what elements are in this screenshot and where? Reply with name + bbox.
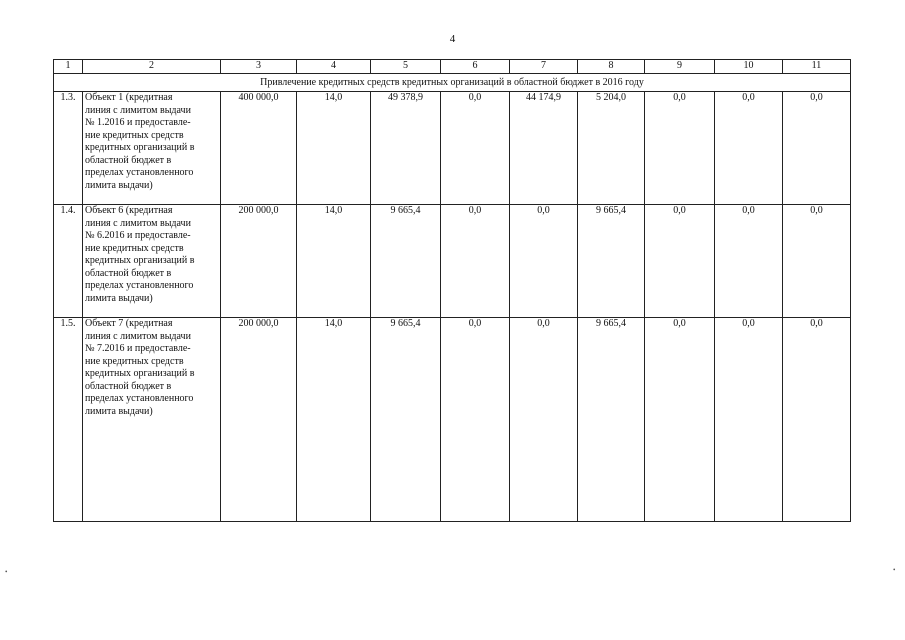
row-name-line: пределах установленного [85, 280, 194, 291]
table-row [54, 92, 851, 205]
row-name-line: Объект 1 (кредитная [85, 92, 173, 103]
cell-value: 0,0 [510, 318, 578, 522]
row-name [83, 318, 221, 522]
cell-value: 0,0 [783, 318, 851, 522]
budget-table [53, 59, 851, 522]
cell-value: 14,0 [297, 92, 371, 205]
cell-value: 9 665,4 [371, 205, 441, 318]
row-name-line: пределах установленного [85, 167, 194, 178]
cell-value: 0,0 [715, 205, 783, 318]
row-name-line: лимита выдачи) [85, 179, 153, 191]
row-name [83, 205, 221, 318]
column-header: 5 [371, 60, 441, 74]
cell-value: 9 665,4 [371, 318, 441, 522]
cell-value: 200 000,0 [221, 205, 297, 318]
cell-value: 0,0 [441, 318, 510, 522]
cell-value: 5 204,0 [578, 92, 645, 205]
column-header: 7 [510, 60, 578, 74]
row-name-line: лимита выдачи) [85, 292, 153, 304]
cell-value: 0,0 [783, 205, 851, 318]
column-header: 11 [783, 60, 851, 74]
column-header: 10 [715, 60, 783, 74]
cell-value: 0,0 [715, 92, 783, 205]
row-name-line: областной бюджет в [85, 154, 172, 166]
table-row [54, 318, 851, 522]
column-header: 6 [441, 60, 510, 74]
cell-value: 0,0 [510, 205, 578, 318]
row-number: 1.3. [54, 92, 83, 205]
row-name-line: лимита выдачи) [85, 405, 153, 417]
column-header: 4 [297, 60, 371, 74]
column-header: 8 [578, 60, 645, 74]
cell-value: 0,0 [783, 92, 851, 205]
row-name-line: № 7.2016 и предоставле- [85, 343, 191, 354]
row-name-line: Объект 7 (кредитная [85, 318, 173, 329]
column-header: 3 [221, 60, 297, 74]
scan-dot-right: • [893, 566, 896, 574]
column-header-row [54, 60, 851, 74]
cell-value: 400 000,0 [221, 92, 297, 205]
section-row [54, 74, 851, 92]
cell-value: 0,0 [645, 318, 715, 522]
row-name-line: кредитных организаций в [85, 368, 195, 379]
cell-value: 0,0 [645, 92, 715, 205]
row-name-line: линия с лимитом выдачи [85, 217, 191, 229]
column-header: 1 [54, 60, 83, 74]
cell-value: 200 000,0 [221, 318, 297, 522]
cell-value: 14,0 [297, 318, 371, 522]
row-name-line: пределах установленного [85, 393, 194, 404]
row-name-line: Объект 6 (кредитная [85, 205, 173, 216]
row-number: 1.5. [54, 318, 83, 522]
row-name-line: областной бюджет в [85, 380, 172, 392]
row-name-line: кредитных организаций в [85, 142, 195, 153]
scan-dot-left: • [5, 568, 8, 576]
cell-value: 0,0 [645, 205, 715, 318]
row-name-line: № 6.2016 и предоставле- [85, 230, 191, 241]
cell-value: 0,0 [715, 318, 783, 522]
row-name-line: № 1.2016 и предоставле- [85, 117, 191, 128]
cell-value: 0,0 [441, 92, 510, 205]
page-number: 4 [449, 33, 456, 45]
row-number: 1.4. [54, 205, 83, 318]
row-name-line: кредитных организаций в [85, 255, 195, 266]
row-name [83, 92, 221, 205]
section-title: Привлечение кредитных средств кредитных организаций в областной бюджет в 2016 году [54, 74, 851, 92]
cell-value: 14,0 [297, 205, 371, 318]
row-name-line: ние кредитных средств [85, 129, 184, 141]
cell-value: 44 174,9 [510, 92, 578, 205]
row-name-line: ние кредитных средств [85, 355, 184, 367]
row-name-line: линия с лимитом выдачи [85, 330, 191, 342]
row-name-line: ние кредитных средств [85, 242, 184, 254]
cell-value: 0,0 [441, 205, 510, 318]
cell-value: 9 665,4 [578, 205, 645, 318]
column-header: 2 [83, 60, 221, 74]
table-row [54, 205, 851, 318]
column-header: 9 [645, 60, 715, 74]
cell-value: 9 665,4 [578, 318, 645, 522]
cell-value: 49 378,9 [371, 92, 441, 205]
row-name-line: линия с лимитом выдачи [85, 104, 191, 116]
row-name-line: областной бюджет в [85, 267, 172, 279]
